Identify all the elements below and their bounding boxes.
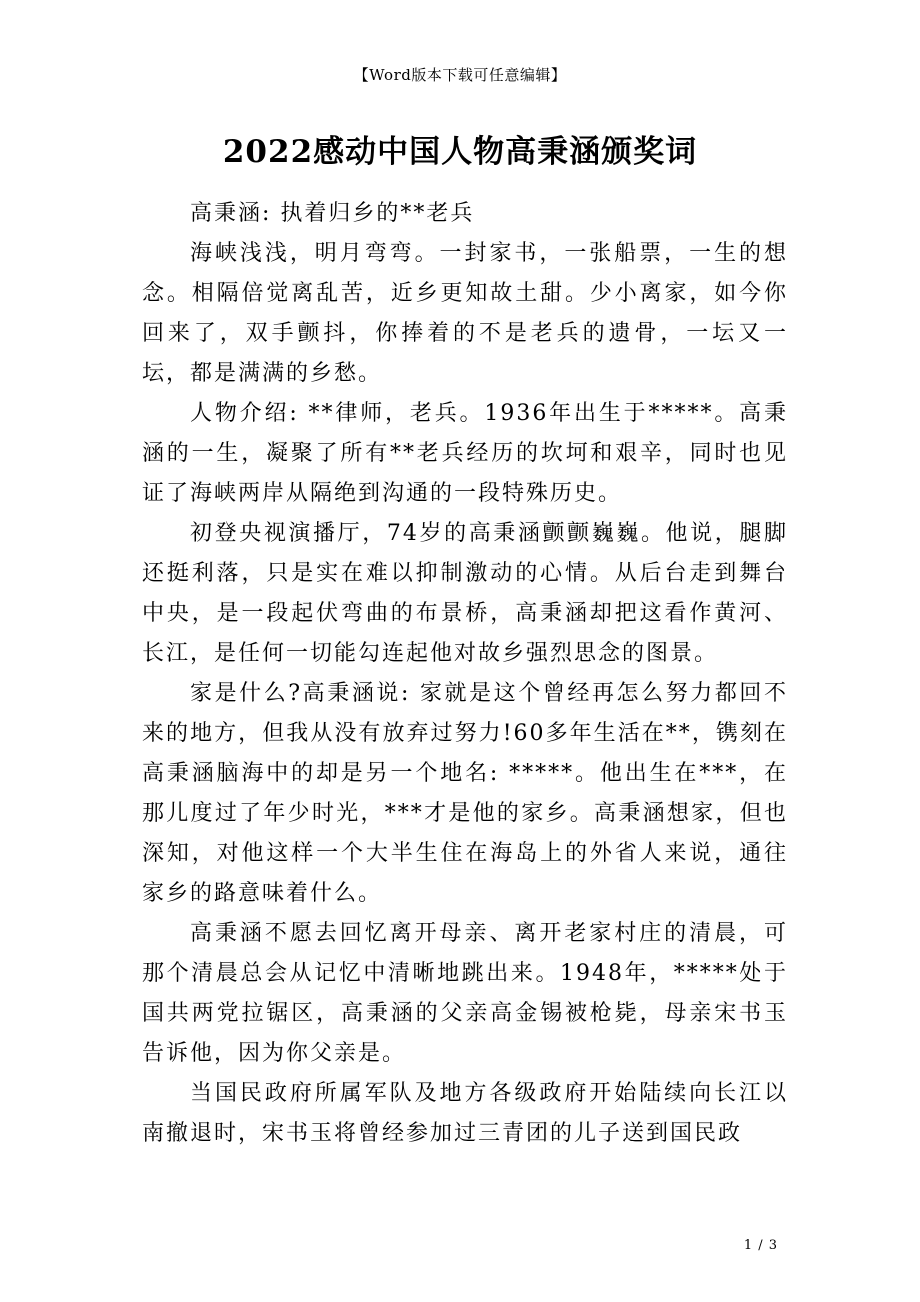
paragraph: 家是什么?高秉涵说: 家就是这个曾经再怎么努力都回不来的地方，但我从没有放弃过努力!60多年生活在**，镌刻在高秉涵脑海中的却是另一个地名: *****。他出生在***，在那儿度过了年少时光，***才是他的家乡。高秉涵想家，但也深知，对他这样一个大半生住在海岛上的外省人来说，通往家乡的路意味着什么。: [142, 681, 788, 906]
paragraph: 高秉涵不愿去回忆离开母亲、离开老家村庄的清晨，可那个清晨总会从记忆中清晰地跳出来。1948年，*****处于国共两党拉锯区，高秉涵的父亲高金锡被枪毙，母亲宋书玉告诉他，因为你父亲是。: [142, 921, 788, 1066]
page-title: 2022感动中国人物高秉涵颁奖词: [222, 134, 698, 170]
paragraph: 人物介绍: **律师，老兵。1936年出生于*****。高秉涵的一生，凝聚了所有**老兵经历的坎坷和艰辛，同时也见证了海峡两岸从隔绝到沟通的一段特殊历史。: [142, 401, 788, 506]
paragraph: 当国民政府所属军队及地方各级政府开始陆续向长江以南撤退时，宋书玉将曾经参加过三青团的儿子送到国民政: [142, 1081, 788, 1146]
page-number: 1 / 3: [743, 1238, 778, 1253]
download-note: 【Word版本下载可任意编辑】: [353, 66, 567, 84]
paragraph: 海峡浅浅，明月弯弯。一封家书，一张船票，一生的想念。相隔倍觉离乱苦，近乡更知故土甜。少小离家，如今你回来了，双手颤抖，你捧着的不是老兵的遗骨，一坛又一坛，都是满满的乡愁。: [142, 241, 788, 386]
paragraph-subtitle: 高秉涵: 执着归乡的**老兵: [190, 201, 475, 226]
article-body: [142, 194, 788, 1154]
paragraph: 初登央视演播厅，74岁的高秉涵颤颤巍巍。他说，腿脚还挺利落，只是实在难以抑制激动的心情。从后台走到舞台中央，是一段起伏弯曲的布景桥，高秉涵却把这看作黄河、长江，是任何一切能勾连起他对故乡强烈思念的图景。: [142, 521, 788, 666]
